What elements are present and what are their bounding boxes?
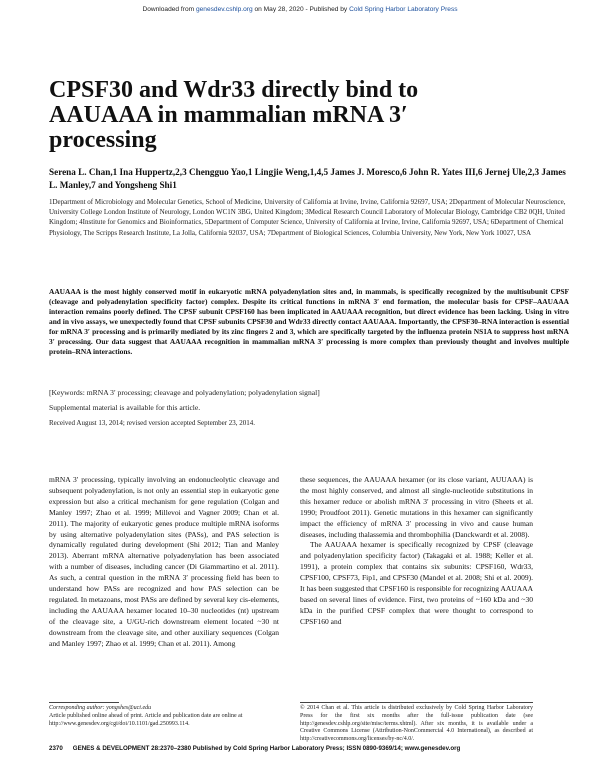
license-divider xyxy=(300,702,533,703)
body-paragraph: mRNA 3′ processing, typically involving an endonucleolytic cleavage and subsequent polyadenylation, is not only an essential step in eukaryotic gene expression but also a critical mechanism for gene regulation (Colgan and Manley 1997; Zhao et al. 1999; Millevoi and Vagner 2009; Chan et al. 2011). The majority of eukaryotic genes produce multiple mRNA isoforms by using alternative polyadenylation sites (PASs), and PAS selection is dynamically regulated during development (Shi 2012; Tian and Manley 2013). Aberrant mRNA alternative polyadenylation has been associated with a number of diseases, including cancer (Di Giammartino et al. 2011). As such, a central question in the mRNA 3′ processing field has been to understand how PASs are recognized and how PAS selection can be regulated. In metazoans, most PASs are defined by several key cis-elements, including the AAUAAA hexamer located 10–30 nucleotides (nt) upstream of the cleavage site, a U/GU-rich downstream element located ~30 nt downstream from the cleavage site, and other auxiliary sequences (Colgan and Manley 1997; Zhao et al. 1999; Chan et al. 2011). Among xyxy=(49,475,279,648)
corresponding-author: Corresponding author: yongshes@uci.edu xyxy=(49,705,152,711)
journal-info: GENES & DEVELOPMENT 28:2370–2380 Published by Cold Spring Harbor Laboratory Press; ISSN 0890-9369/14; www.genesdev.org xyxy=(72,745,461,752)
site-link[interactable]: genesdev.cshlp.org xyxy=(195,6,253,13)
body-paragraph: The AAUAAA hexamer is specifically recognized by CPSF (cleavage and polyadenylation specificity factor) (Takagaki et al. 1988; Keller et al. 1991), a protein complex that contains six subunits: CPSF160, Wdr33, CPSF100, CPSF73, Fip1, and CPSF30 (Mandel et al. 2008; Shi et al. 2009). It has been suggested that CPSF160 is responsible for recognizing AAUAAA based on several lines of evidence. First, two proteins of ~160 kDa and ~30 kDa in the purified CPSF complex that were thought to correspond to CPSF160 and xyxy=(300,540,533,626)
banner-prefix: Downloaded from xyxy=(142,6,196,13)
publisher-link[interactable]: Cold Spring Harbor Laboratory Press xyxy=(349,6,458,13)
abstract: AAUAAA is the most highly conserved motif in eukaryotic mRNA polyadenylation sites and, in mammals, is specifically recognized by the multisubunit CPSF (cleavage and polyadenylation specificity factor) complex. Despite its critical functions in mRNA 3′ end formation, the molecular basis for CPSF–AAUAAA interaction remains poorly defined. The CPSF subunit CPSF160 has been implicated in AAUAAA recognition, but direct evidence has been lacking. Using in vitro and in vivo assays, we unexpectedly found that CPSF subunits CPSF30 and Wdr33 directly contact AAUAAA. Importantly, the CPSF30–RNA interaction is essential for mRNA 3′ processing and is primarily mediated by its zinc fingers 2 and 3, which are specifically targeted by the influenza protein NS1A to suppress host mRNA 3′ processing. Our data suggest that AAUAAA recognition in mammalian mRNA 3′ processing is more complex than previously thought and involves multiple protein–RNA interactions. xyxy=(49,287,569,356)
banner-middle: on May 28, 2020 - Published by xyxy=(252,6,350,13)
received-dates: Received August 13, 2014; revised version accepted September 23, 2014. xyxy=(49,419,256,427)
footnote-divider xyxy=(49,702,119,703)
body-paragraph: these sequences, the AAUAAA hexamer (or its close variant, AUUAAA) is the most highly conserved, and almost all single-nucleotide substitutions in this hexamer reduce or abolish mRNA 3′ processing in vitro (Sheets et al. 1990; Proudfoot 2011). Genetic mutations in this hexamer can significantly impact the efficiency of mRNA 3′ processing in vivo and cause human diseases, including thalassemia and thrombophilia (Danckwardt et al. 2008). xyxy=(300,475,533,539)
page-number: 2370 xyxy=(49,745,63,752)
body-column-right xyxy=(300,475,533,628)
supplemental-note: Supplemental material is available for this article. xyxy=(49,403,201,412)
affiliations: 1Department of Microbiology and Molecular Genetics, School of Medicine, University of California at Irvine, Irvine, California 92697, USA; 2Department of Molecular Neuroscience, University College London Institute of Neurology, London WC1N 3BG, United Kingdom; 3Medical Research Council Laboratory of Molecular Biology, Cambridge CB2 0QH, United Kingdom; 4Institute for Genomics and Bioinformatics, 5Department of Computer Science, University of California at Irvine, Irvine, California 92697, USA; 6Department of Chemical Physiology, The Scripps Research Institute, La Jolla, California 92037, USA; 7Department of Biological Sciences, Columbia University, New York, New York 10027, USA xyxy=(49,198,566,237)
publication-note: Article published online ahead of print. Article and publication date are online at http://www.genesdev.org/cgi/doi/10.1101/gad.250993.114. xyxy=(49,712,243,727)
correspondence-footnote xyxy=(49,705,279,728)
license-note: © 2014 Chan et al. This article is distributed exclusively by Cold Spring Harbor Laboratory Press for the first six months after the full-issue publication date (see http://genesdev.cshlp.org/site/misc/terms.xhtml). After six months, it is available under a Creative Commons License (Attribution-NonCommercial 4.0 International), as described at http://creativecommons.org/licenses/by-nc/4.0/. xyxy=(300,705,533,743)
body-column-left xyxy=(49,475,279,650)
keywords: [Keywords: mRNA 3′ processing; cleavage and polyadenylation; polyadenylation signal] xyxy=(49,388,320,397)
author-list: Serena L. Chan,1 Ina Huppertz,2,3 Chengguo Yao,1 Lingjie Weng,1,4,5 James J. Moresco,6 John R. Yates III,6 Jernej Ule,2,3 James L. Manley,7 and Yongsheng Shi1 xyxy=(49,167,566,190)
page-footer xyxy=(49,745,569,752)
download-banner xyxy=(0,6,600,13)
article-title: CPSF30 and Wdr33 directly bind to AAUAAA in mammalian mRNA 3′ processing xyxy=(49,77,419,153)
